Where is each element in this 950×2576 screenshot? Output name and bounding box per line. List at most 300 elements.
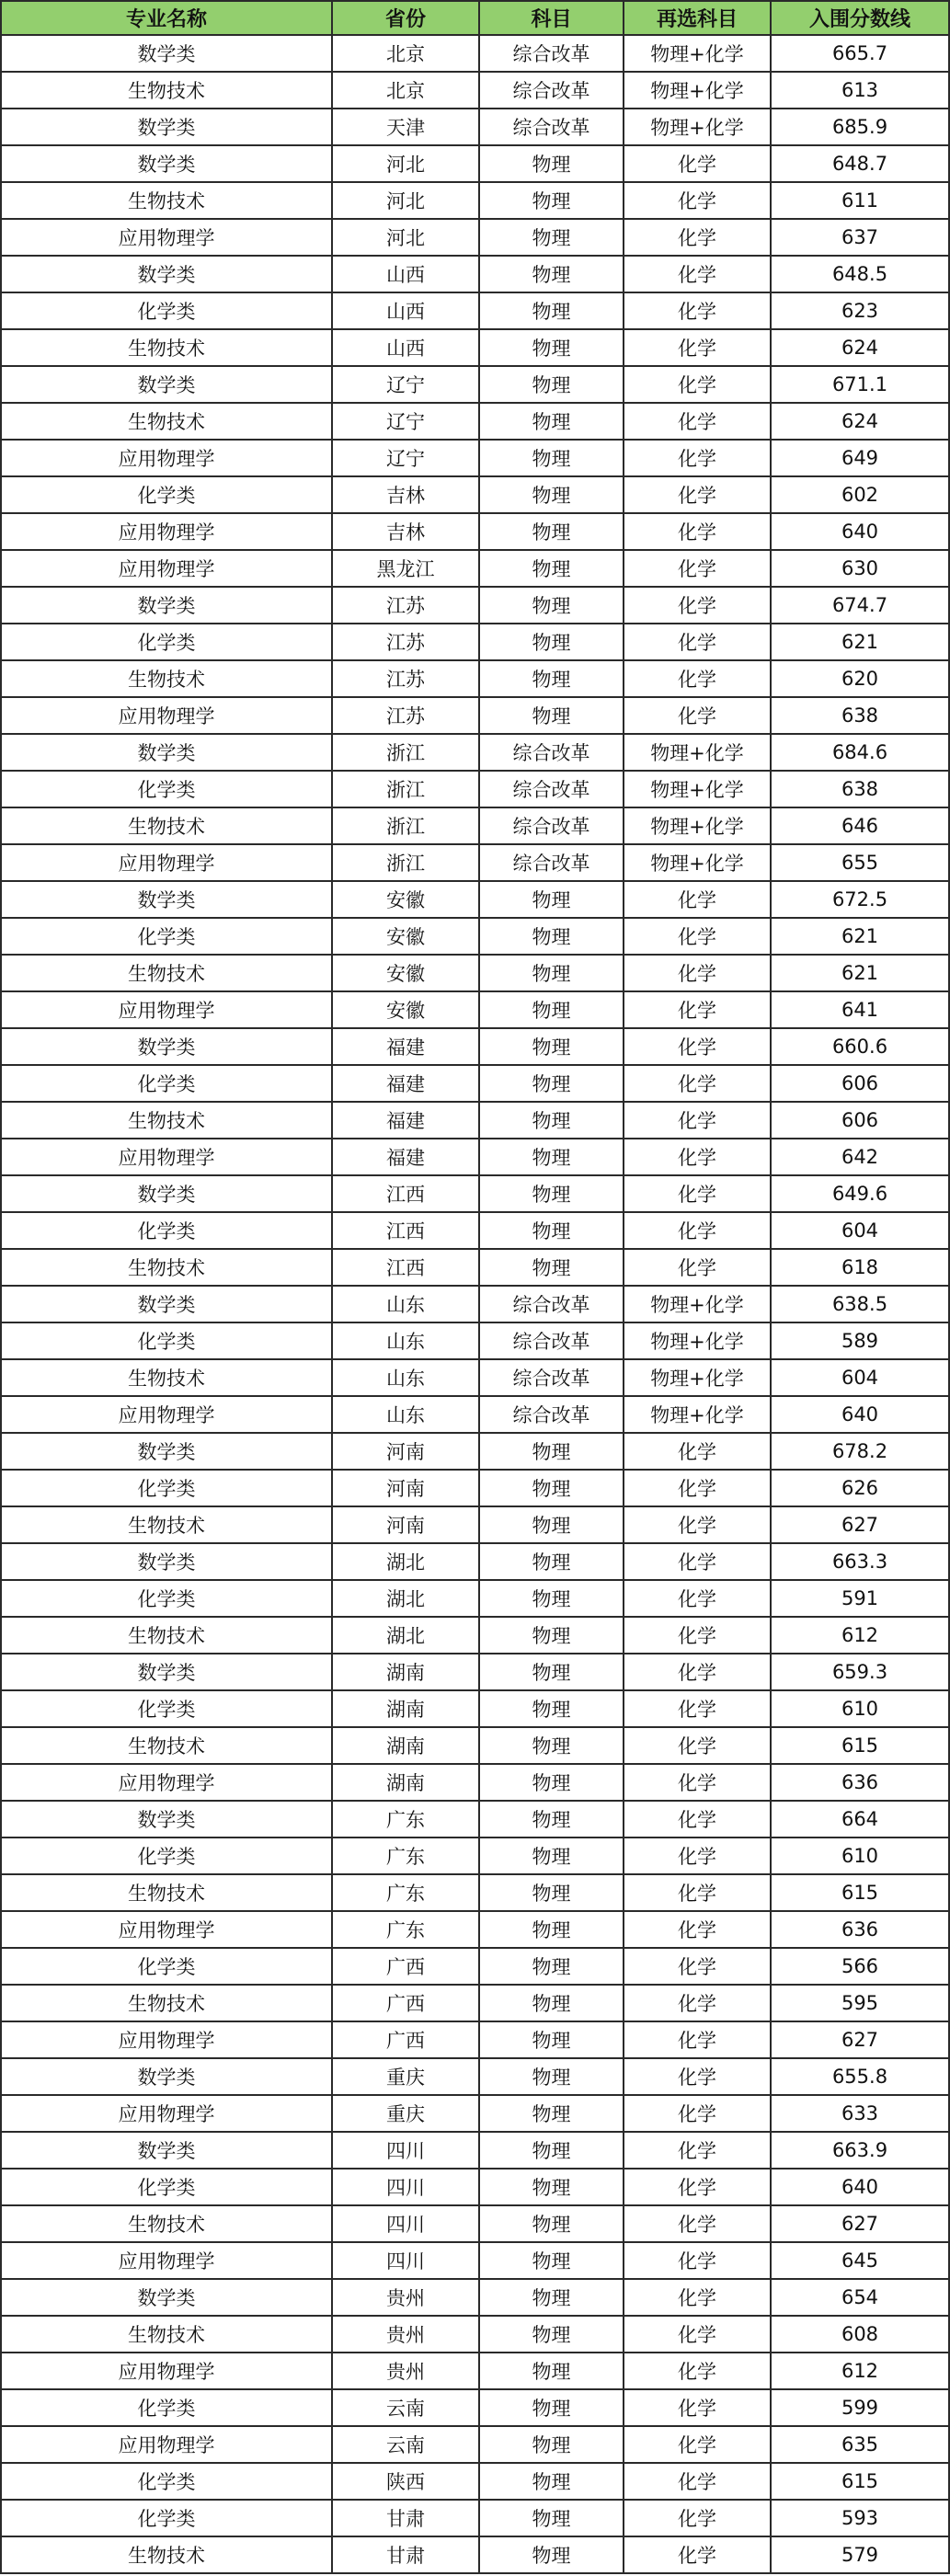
cell-subject: 综合改革 (479, 1286, 624, 1322)
cell-cutoff-score: 649 (771, 440, 949, 476)
cell-elective: 化学 (624, 219, 771, 256)
cell-subject: 物理 (479, 2205, 624, 2242)
table-body (1, 35, 949, 2573)
cell-province: 陕西 (332, 2463, 479, 2500)
cell-province: 四川 (332, 2205, 479, 2242)
cell-major: 化学类 (1, 2463, 332, 2500)
cell-elective: 化学 (624, 1580, 771, 1617)
cell-cutoff-score: 635 (771, 2426, 949, 2463)
table-row (1, 587, 949, 624)
cell-province: 贵州 (332, 2279, 479, 2316)
table-row (1, 918, 949, 955)
table-row (1, 2426, 949, 2463)
cell-major: 数学类 (1, 1543, 332, 1580)
cell-subject: 物理 (479, 145, 624, 182)
cell-province: 福建 (332, 1139, 479, 1175)
table-row (1, 219, 949, 256)
cell-elective: 化学 (624, 1874, 771, 1911)
table-row (1, 182, 949, 219)
table-row (1, 1359, 949, 1396)
cell-major: 数学类 (1, 2279, 332, 2316)
cell-cutoff-score: 654 (771, 2279, 949, 2316)
cell-cutoff-score: 604 (771, 1359, 949, 1396)
cell-province: 安徽 (332, 955, 479, 991)
table-row (1, 807, 949, 844)
table-row (1, 991, 949, 1028)
cell-elective: 化学 (624, 587, 771, 624)
table-row (1, 1764, 949, 1801)
cell-cutoff-score: 678.2 (771, 1433, 949, 1470)
cell-cutoff-score: 593 (771, 2500, 949, 2536)
cell-elective: 化学 (624, 2242, 771, 2279)
cell-province: 贵州 (332, 2353, 479, 2389)
cell-cutoff-score: 606 (771, 1102, 949, 1139)
table-row (1, 2389, 949, 2426)
cell-province: 浙江 (332, 807, 479, 844)
table-row (1, 2169, 949, 2205)
cell-major: 应用物理学 (1, 844, 332, 881)
cell-cutoff-score: 664 (771, 1801, 949, 1838)
table-row (1, 256, 949, 292)
table-row (1, 1470, 949, 1506)
cell-elective: 化学 (624, 2536, 771, 2573)
cell-subject: 综合改革 (479, 734, 624, 771)
table-row (1, 550, 949, 587)
cell-province: 河北 (332, 145, 479, 182)
cell-province: 福建 (332, 1028, 479, 1065)
cell-major: 生物技术 (1, 1985, 332, 2021)
table-row (1, 1911, 949, 1948)
cell-elective: 化学 (624, 1985, 771, 2021)
table-row (1, 513, 949, 550)
cell-major: 生物技术 (1, 1359, 332, 1396)
header-elective: 再选科目 (624, 1, 771, 35)
cell-major: 生物技术 (1, 182, 332, 219)
cell-cutoff-score: 621 (771, 624, 949, 660)
table-row (1, 1065, 949, 1102)
cell-elective: 化学 (624, 1433, 771, 1470)
cell-subject: 物理 (479, 1874, 624, 1911)
cell-major: 生物技术 (1, 2205, 332, 2242)
cell-cutoff-score: 648.5 (771, 256, 949, 292)
cell-major: 数学类 (1, 366, 332, 403)
cell-province: 山西 (332, 256, 479, 292)
cell-province: 湖南 (332, 1690, 479, 1727)
cell-subject: 物理 (479, 2426, 624, 2463)
cell-cutoff-score: 636 (771, 1911, 949, 1948)
cell-major: 化学类 (1, 1690, 332, 1727)
cell-subject: 综合改革 (479, 807, 624, 844)
cell-subject: 物理 (479, 1654, 624, 1690)
cell-cutoff-score: 615 (771, 1727, 949, 1764)
cell-major: 数学类 (1, 881, 332, 918)
table-row (1, 955, 949, 991)
cell-elective: 化学 (624, 2389, 771, 2426)
cell-cutoff-score: 610 (771, 1838, 949, 1874)
cell-cutoff-score: 624 (771, 403, 949, 440)
cell-elective: 化学 (624, 624, 771, 660)
cell-subject: 物理 (479, 2389, 624, 2426)
table-row (1, 2205, 949, 2242)
cell-subject: 物理 (479, 624, 624, 660)
table-row (1, 109, 949, 145)
cell-subject: 物理 (479, 1838, 624, 1874)
cell-cutoff-score: 646 (771, 807, 949, 844)
cell-province: 广东 (332, 1874, 479, 1911)
cell-cutoff-score: 684.6 (771, 734, 949, 771)
cell-province: 山东 (332, 1396, 479, 1433)
cell-elective: 化学 (624, 329, 771, 366)
table-row (1, 1322, 949, 1359)
table-row (1, 1654, 949, 1690)
cell-province: 江西 (332, 1212, 479, 1249)
cell-major: 化学类 (1, 771, 332, 807)
cell-cutoff-score: 599 (771, 2389, 949, 2426)
cell-subject: 物理 (479, 219, 624, 256)
table-row (1, 881, 949, 918)
cell-cutoff-score: 613 (771, 72, 949, 109)
cell-elective: 物理+化学 (624, 1359, 771, 1396)
cell-major: 数学类 (1, 1654, 332, 1690)
cell-major: 生物技术 (1, 807, 332, 844)
cell-major: 生物技术 (1, 1617, 332, 1654)
cell-elective: 化学 (624, 881, 771, 918)
cell-elective: 化学 (624, 1470, 771, 1506)
cell-elective: 化学 (624, 1139, 771, 1175)
table-row (1, 292, 949, 329)
cell-province: 吉林 (332, 476, 479, 513)
cell-province: 四川 (332, 2169, 479, 2205)
cell-cutoff-score: 604 (771, 1212, 949, 1249)
cell-subject: 物理 (479, 2500, 624, 2536)
cell-subject: 物理 (479, 2021, 624, 2058)
cell-province: 江西 (332, 1249, 479, 1286)
cell-elective: 化学 (624, 2021, 771, 2058)
cell-subject: 物理 (479, 2463, 624, 2500)
cell-major: 应用物理学 (1, 1764, 332, 1801)
cell-province: 江苏 (332, 624, 479, 660)
cell-cutoff-score: 627 (771, 1506, 949, 1543)
cell-province: 湖北 (332, 1543, 479, 1580)
table-row (1, 366, 949, 403)
cell-cutoff-score: 655 (771, 844, 949, 881)
cell-subject: 物理 (479, 1985, 624, 2021)
table-row (1, 440, 949, 476)
table-row (1, 624, 949, 660)
cell-cutoff-score: 638.5 (771, 1286, 949, 1322)
cell-subject: 物理 (479, 1690, 624, 1727)
cell-cutoff-score: 660.6 (771, 1028, 949, 1065)
cell-cutoff-score: 602 (771, 476, 949, 513)
table-row (1, 476, 949, 513)
table-row (1, 35, 949, 72)
cell-major: 应用物理学 (1, 2095, 332, 2132)
cell-cutoff-score: 606 (771, 1065, 949, 1102)
cell-province: 山西 (332, 329, 479, 366)
cell-subject: 综合改革 (479, 109, 624, 145)
cell-province: 江苏 (332, 660, 479, 697)
cell-province: 山东 (332, 1359, 479, 1396)
table-row (1, 1212, 949, 1249)
cell-cutoff-score: 589 (771, 1322, 949, 1359)
cell-elective: 物理+化学 (624, 1286, 771, 1322)
cell-major: 化学类 (1, 1065, 332, 1102)
cell-elective: 化学 (624, 2132, 771, 2169)
table-row (1, 2058, 949, 2095)
cell-subject: 综合改革 (479, 771, 624, 807)
cell-cutoff-score: 655.8 (771, 2058, 949, 2095)
cell-subject: 物理 (479, 403, 624, 440)
cell-subject: 物理 (479, 991, 624, 1028)
cell-elective: 化学 (624, 550, 771, 587)
cell-subject: 物理 (479, 182, 624, 219)
cell-elective: 化学 (624, 955, 771, 991)
cell-subject: 物理 (479, 1506, 624, 1543)
cell-major: 应用物理学 (1, 991, 332, 1028)
cell-major: 化学类 (1, 2500, 332, 2536)
table-row (1, 1139, 949, 1175)
cell-cutoff-score: 648.7 (771, 145, 949, 182)
table-row (1, 403, 949, 440)
cell-elective: 化学 (624, 2279, 771, 2316)
cell-cutoff-score: 638 (771, 697, 949, 734)
cell-province: 黑龙江 (332, 550, 479, 587)
cell-province: 北京 (332, 72, 479, 109)
cell-major: 数学类 (1, 734, 332, 771)
cell-elective: 物理+化学 (624, 771, 771, 807)
cell-cutoff-score: 645 (771, 2242, 949, 2279)
cell-subject: 物理 (479, 587, 624, 624)
cell-major: 数学类 (1, 109, 332, 145)
cell-major: 数学类 (1, 587, 332, 624)
table-row (1, 1580, 949, 1617)
cell-province: 福建 (332, 1102, 479, 1139)
cell-subject: 物理 (479, 329, 624, 366)
cell-subject: 物理 (479, 881, 624, 918)
cell-major: 数学类 (1, 1433, 332, 1470)
table-row (1, 72, 949, 109)
cell-elective: 物理+化学 (624, 35, 771, 72)
cell-cutoff-score: 671.1 (771, 366, 949, 403)
cell-elective: 化学 (624, 476, 771, 513)
cell-cutoff-score: 627 (771, 2021, 949, 2058)
cell-elective: 化学 (624, 292, 771, 329)
cell-province: 贵州 (332, 2316, 479, 2353)
cell-subject: 物理 (479, 1764, 624, 1801)
table-row (1, 1690, 949, 1727)
cell-cutoff-score: 621 (771, 955, 949, 991)
cell-major: 生物技术 (1, 72, 332, 109)
cell-province: 辽宁 (332, 440, 479, 476)
cell-subject: 综合改革 (479, 72, 624, 109)
cell-elective: 化学 (624, 1102, 771, 1139)
cell-cutoff-score: 627 (771, 2205, 949, 2242)
cell-subject: 物理 (479, 1580, 624, 1617)
table-row (1, 660, 949, 697)
cell-province: 山东 (332, 1286, 479, 1322)
cell-major: 应用物理学 (1, 550, 332, 587)
cell-major: 数学类 (1, 2132, 332, 2169)
cell-elective: 化学 (624, 1617, 771, 1654)
cell-elective: 化学 (624, 513, 771, 550)
cell-elective: 化学 (624, 1911, 771, 1948)
cell-cutoff-score: 638 (771, 771, 949, 807)
cell-subject: 物理 (479, 1911, 624, 1948)
cell-elective: 化学 (624, 182, 771, 219)
table-row (1, 2132, 949, 2169)
cell-province: 重庆 (332, 2058, 479, 2095)
cell-subject: 物理 (479, 1801, 624, 1838)
cell-elective: 化学 (624, 2058, 771, 2095)
cell-cutoff-score: 642 (771, 1139, 949, 1175)
cell-province: 广西 (332, 2021, 479, 2058)
cell-elective: 化学 (624, 1175, 771, 1212)
cell-major: 化学类 (1, 1838, 332, 1874)
cell-province: 河北 (332, 219, 479, 256)
cell-province: 江苏 (332, 697, 479, 734)
cell-elective: 化学 (624, 2316, 771, 2353)
cell-cutoff-score: 633 (771, 2095, 949, 2132)
cell-province: 河南 (332, 1470, 479, 1506)
cell-cutoff-score: 672.5 (771, 881, 949, 918)
table-row (1, 1175, 949, 1212)
cell-cutoff-score: 579 (771, 2536, 949, 2573)
cell-elective: 化学 (624, 1249, 771, 1286)
cell-province: 北京 (332, 35, 479, 72)
cell-elective: 化学 (624, 2463, 771, 2500)
table-row (1, 1874, 949, 1911)
cell-province: 甘肃 (332, 2500, 479, 2536)
cell-subject: 物理 (479, 1543, 624, 1580)
cell-elective: 物理+化学 (624, 1396, 771, 1433)
cell-province: 重庆 (332, 2095, 479, 2132)
cell-major: 化学类 (1, 476, 332, 513)
header-subject: 科目 (479, 1, 624, 35)
table-row (1, 1286, 949, 1322)
cell-subject: 物理 (479, 2279, 624, 2316)
cell-cutoff-score: 649.6 (771, 1175, 949, 1212)
cell-cutoff-score: 674.7 (771, 587, 949, 624)
table-row (1, 2463, 949, 2500)
cell-elective: 化学 (624, 1065, 771, 1102)
cell-elective: 化学 (624, 1838, 771, 1874)
table-row (1, 2021, 949, 2058)
table-row (1, 2353, 949, 2389)
table-row (1, 1801, 949, 1838)
cell-major: 生物技术 (1, 329, 332, 366)
cell-elective: 化学 (624, 697, 771, 734)
cell-cutoff-score: 640 (771, 2169, 949, 2205)
cell-subject: 物理 (479, 2316, 624, 2353)
cell-cutoff-score: 620 (771, 660, 949, 697)
cell-major: 生物技术 (1, 1249, 332, 1286)
cell-elective: 化学 (624, 2169, 771, 2205)
cell-province: 甘肃 (332, 2536, 479, 2573)
cell-province: 安徽 (332, 918, 479, 955)
table-row (1, 771, 949, 807)
cell-major: 应用物理学 (1, 1911, 332, 1948)
cell-major: 生物技术 (1, 955, 332, 991)
header-major: 专业名称 (1, 1, 332, 35)
cell-subject: 物理 (479, 1212, 624, 1249)
table-row (1, 697, 949, 734)
cell-subject: 物理 (479, 2132, 624, 2169)
cell-elective: 化学 (624, 2353, 771, 2389)
cell-major: 生物技术 (1, 1727, 332, 1764)
cell-major: 生物技术 (1, 660, 332, 697)
cell-elective: 化学 (624, 1727, 771, 1764)
cell-cutoff-score: 618 (771, 1249, 949, 1286)
cell-major: 生物技术 (1, 1506, 332, 1543)
cell-major: 数学类 (1, 145, 332, 182)
cell-cutoff-score: 591 (771, 1580, 949, 1617)
cell-subject: 综合改革 (479, 1396, 624, 1433)
table-row (1, 2242, 949, 2279)
cell-major: 化学类 (1, 918, 332, 955)
cell-province: 山西 (332, 292, 479, 329)
cell-major: 生物技术 (1, 1102, 332, 1139)
cell-subject: 物理 (479, 476, 624, 513)
cell-major: 化学类 (1, 2169, 332, 2205)
cell-elective: 物理+化学 (624, 844, 771, 881)
table-row (1, 1102, 949, 1139)
table-row (1, 329, 949, 366)
cell-major: 生物技术 (1, 2536, 332, 2573)
cell-subject: 综合改革 (479, 844, 624, 881)
cell-cutoff-score: 685.9 (771, 109, 949, 145)
table-row (1, 1617, 949, 1654)
cell-subject: 物理 (479, 1175, 624, 1212)
cell-major: 数学类 (1, 35, 332, 72)
cell-elective: 化学 (624, 2095, 771, 2132)
cell-cutoff-score: 621 (771, 918, 949, 955)
cell-province: 河南 (332, 1433, 479, 1470)
cell-province: 广西 (332, 1948, 479, 1985)
cell-subject: 物理 (479, 2242, 624, 2279)
cell-elective: 化学 (624, 1654, 771, 1690)
cell-elective: 化学 (624, 918, 771, 955)
cell-major: 应用物理学 (1, 1139, 332, 1175)
cell-province: 安徽 (332, 991, 479, 1028)
cell-elective: 化学 (624, 366, 771, 403)
cell-subject: 物理 (479, 2169, 624, 2205)
cell-elective: 化学 (624, 660, 771, 697)
cell-subject: 物理 (479, 955, 624, 991)
cell-province: 辽宁 (332, 366, 479, 403)
cell-elective: 化学 (624, 1543, 771, 1580)
cell-cutoff-score: 636 (771, 1764, 949, 1801)
cell-elective: 化学 (624, 145, 771, 182)
cell-subject: 物理 (479, 2353, 624, 2389)
cell-cutoff-score: 615 (771, 1874, 949, 1911)
cell-major: 数学类 (1, 256, 332, 292)
cell-subject: 物理 (479, 697, 624, 734)
cell-major: 应用物理学 (1, 440, 332, 476)
cell-elective: 化学 (624, 1764, 771, 1801)
cell-cutoff-score: 663.3 (771, 1543, 949, 1580)
cell-subject: 物理 (479, 1433, 624, 1470)
cell-subject: 物理 (479, 1065, 624, 1102)
cell-province: 四川 (332, 2242, 479, 2279)
cell-province: 山东 (332, 1322, 479, 1359)
cell-cutoff-score: 641 (771, 991, 949, 1028)
cell-province: 江苏 (332, 587, 479, 624)
table-row (1, 145, 949, 182)
cell-major: 数学类 (1, 1286, 332, 1322)
cell-province: 湖北 (332, 1580, 479, 1617)
table-row (1, 1838, 949, 1874)
cell-elective: 化学 (624, 1028, 771, 1065)
